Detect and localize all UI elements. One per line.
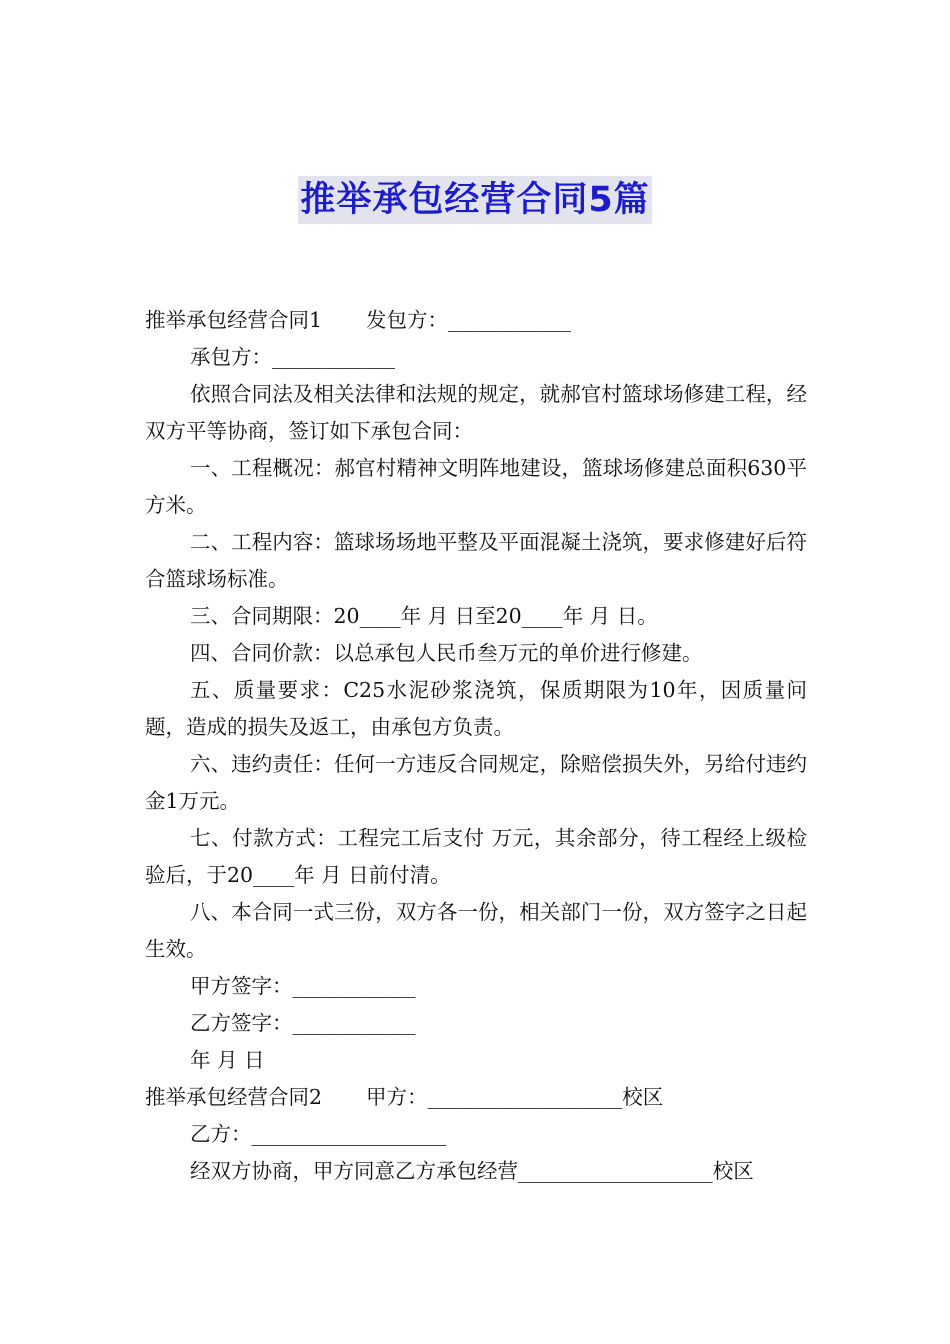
contract-1-party-b: 承包方：____________ xyxy=(190,345,395,369)
document-body xyxy=(145,302,807,1190)
contract-1-header-line xyxy=(145,302,807,339)
contract-2-party-a: 甲方：___________________校区 xyxy=(366,1085,664,1109)
contract-1-item-4: 四、合同价款：以总承包人民币叁万元的单价进行修建。 xyxy=(190,641,703,665)
contract-1-sign-a: 甲方签字：____________ xyxy=(190,974,416,998)
contract-1-date: 年 月 日 xyxy=(190,1048,265,1072)
contract-1-item-6: 六、违约责任：任何一方违反合同规定，除赔偿损失外，另给付违约金1万元。 xyxy=(145,752,807,813)
title-wrap xyxy=(0,176,950,224)
contract-1-intro: 依照合同法及相关法律和法规的规定，就郝官村篮球场修建工程，经双方平等协商，签订如下承包合同： xyxy=(145,382,807,443)
contract-2-intro: 经双方协商，甲方同意乙方承包经营___________________校区 xyxy=(190,1159,754,1183)
contract-1-party-a: 发包方：____________ xyxy=(366,308,572,332)
contract-1-item-7: 七、付款方式：工程完工后支付 万元，其余部分，待工程经上级检验后，于20____年 月 日前付清。 xyxy=(145,826,807,887)
contract-2-party-b: 乙方：___________________ xyxy=(190,1122,447,1146)
contract-1-item-3: 三、合同期限：20____年 月 日至20____年 月 日。 xyxy=(190,604,658,628)
contract-1-item-2: 二、工程内容：篮球场场地平整及平面混凝土浇筑，要求修建好后符合篮球场标准。 xyxy=(145,530,807,591)
contract-1-sign-b: 乙方签字：____________ xyxy=(190,1011,416,1035)
contract-1-item-5: 五、质量要求：C25水泥砂浆浇筑，保质期限为10年，因质量问题，造成的损失及返工，由承包方负责。 xyxy=(145,678,807,739)
contract-2-heading: 推举承包经营合同2 xyxy=(145,1085,323,1109)
contract-1-item-8: 八、本合同一式三份，双方各一份，相关部门一份，双方签字之日起生效。 xyxy=(145,900,807,961)
document-title: 推举承包经营合同5篇 xyxy=(298,176,651,224)
contract-2-header-line xyxy=(145,1079,807,1116)
contract-1-heading: 推举承包经营合同1 xyxy=(145,308,323,332)
contract-1-item-1: 一、工程概况：郝官村精神文明阵地建设，篮球场修建总面积630平方米。 xyxy=(145,456,807,517)
